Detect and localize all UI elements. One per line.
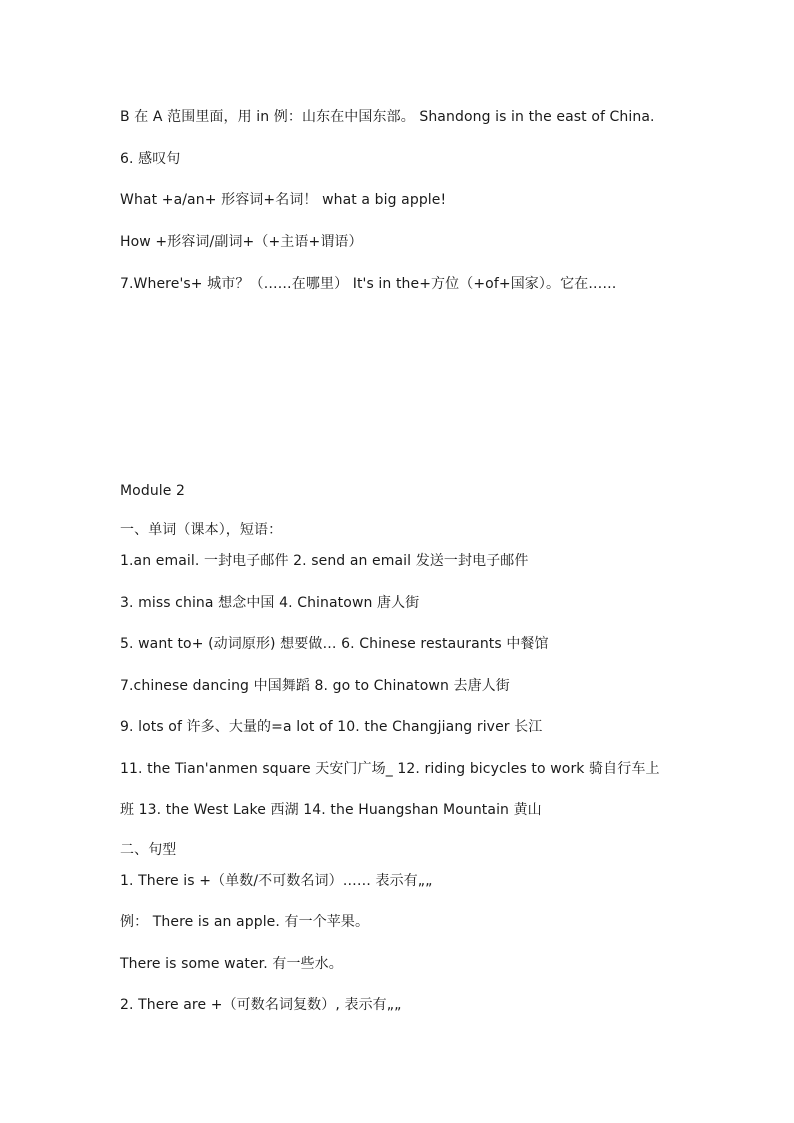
pattern-there-are: 2. There are +（可数名词复数）, 表示有„„	[120, 997, 402, 1013]
vocab-line-9-10: 9. lots of 许多、大量的=a lot of 10. the Changjiang river 长江	[120, 719, 543, 735]
text-line-section-7-where: 7.Where's+ 城市？（……在哪里） It's in the+方位（+of+国家）。它在……	[120, 276, 617, 292]
module-title: Module 2	[120, 483, 186, 499]
example-there-is-apple: 例： There is an apple. 有一个苹果。	[120, 914, 370, 930]
text-line-what-exclamation: What +a/an+ 形容词+名词！ what a big apple!	[120, 192, 447, 208]
section-heading-vocabulary: 一、单词（课本），短语：	[120, 522, 283, 538]
vocab-line-3-4: 3. miss china 想念中国 4. Chinatown 唐人街	[120, 595, 420, 611]
vocab-line-13-14: 班 13. the West Lake 西湖 14. the Huangshan Mountain 黄山	[120, 802, 542, 818]
text-line-section-6: 6. 感叹句	[120, 151, 181, 167]
example-there-is-water: There is some water. 有一些水。	[120, 956, 343, 972]
vocab-line-7-8: 7.chinese dancing 中国舞蹈 8. go to Chinatown 去唐人街	[120, 678, 510, 694]
vocab-line-5-6: 5. want to+ (动词原形) 想要做… 6. Chinese restaurants 中餐馆	[120, 636, 549, 652]
section-heading-sentence-patterns: 二、句型	[120, 842, 177, 858]
text-line-prep-in-rule: B 在 A 范围里面，用 in 例：山东在中国东部。 Shandong is in the east of China.	[120, 109, 655, 125]
pattern-there-is: 1. There is +（单数/不可数名词）…… 表示有„„	[120, 873, 433, 889]
vocab-line-1-2: 1.an email. 一封电子邮件 2. send an email 发送一封电子邮件	[120, 553, 529, 569]
vocab-line-11-12: 11. the Tian'anmen square 天安门广场_ 12. riding bicycles to work 骑自行车上	[120, 761, 660, 777]
text-line-how-exclamation: How +形容词/副词+（+主语+谓语）	[120, 234, 363, 250]
